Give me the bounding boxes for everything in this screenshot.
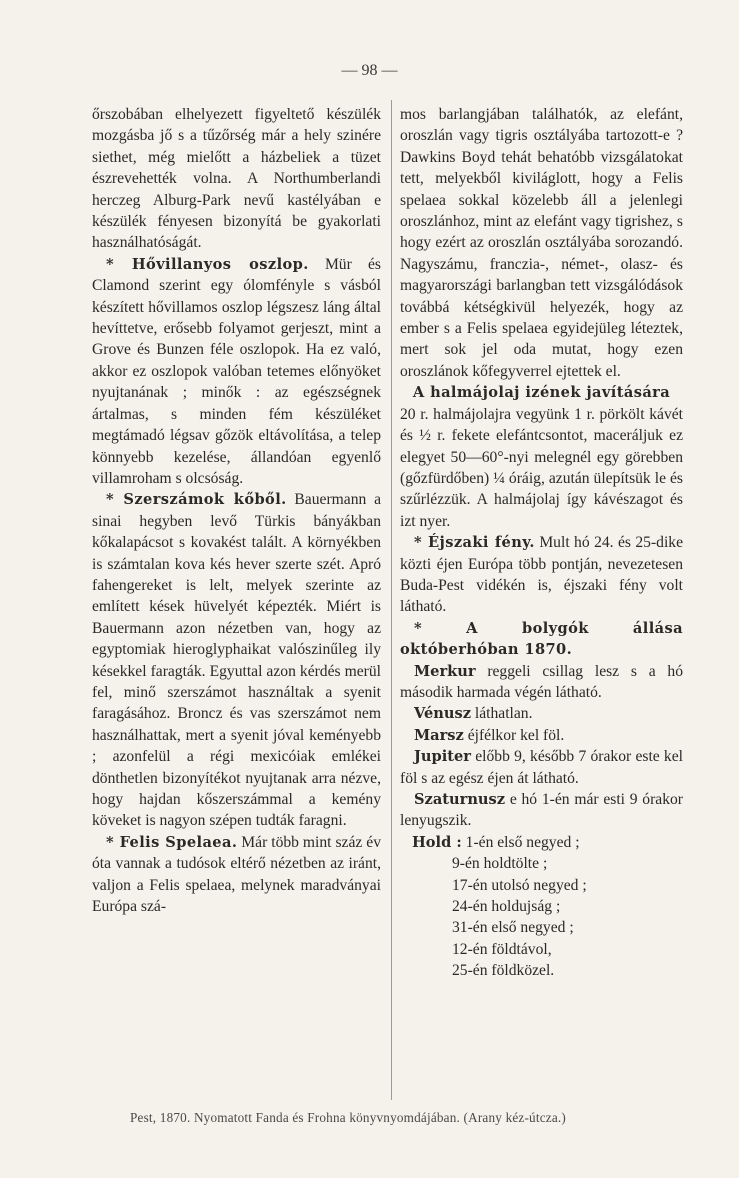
planet-text: e hó 1-én már esti 9 órakor lenyugszik. xyxy=(400,791,683,830)
moon-entry: 12-én földtávol, xyxy=(452,940,552,958)
article-text: Már több mint száz év óta vannak a tudósok eltérő nézetben az iránt, valjon a Felis spelaea, melynek maradványai Európa szá- xyxy=(92,833,381,916)
article-title: * Éjszaki fény. xyxy=(414,534,535,552)
planet-name: Merkur xyxy=(414,662,476,680)
article-ejszaki-feny xyxy=(400,532,683,618)
article-felis-spelaea xyxy=(92,832,381,918)
right-column xyxy=(400,104,683,982)
article-title: * Szerszámok kőből. xyxy=(106,491,287,509)
planet-entry xyxy=(400,789,683,832)
planet-name: Vénusz xyxy=(414,705,471,723)
article-text: Mult hó 24. és 25-dike közti éjen Európa több pontján, nevezetesen Buda-Pest vidékén is, éjszaki fény volt látható. xyxy=(400,534,684,616)
column-divider xyxy=(391,100,392,1100)
article-text: Bauermann a sinai hegyben levő Türkis bányákban kőkalapácsot s kovakést talált. A környékben is számtalan kova kés hever szerte szét. Apró fahengereket is lelt, melyek szerinte az említett kések hüvelyét képezték. Miért is Bauermann azon nézetben van, hogy az egyptomiak hieroglyphaikat valószinűleg ily késekkel faragták. Egyuttal azon kérdés merül fel, minő szerszámot használtak a syenit faragásához. Broncz és vas szerszámot nem használhattak, mert a syenit jóval keményebb ; azonfelül a régi mexicóiak emlékei dönthetlen bizonyítékot nyujtanak arra nézve, hogy hajdan kőszerszámmal a kemény köveket is nagyon szépen tudták faragni. xyxy=(92,491,381,830)
moon-phase: 1-én első negyed ; xyxy=(465,833,580,851)
article-title: * Hővillanyos oszlop. xyxy=(106,255,309,273)
continued-paragraph: mos barlangjában találhatók, az elefánt, oroszlán vagy tigris osztályába tartozott-e ? Dawkins Boyd tehát behatóbb vizsgálatokat tett, melyekből kiviláglott, hogy a Felis spelaea sokkal közelebb áll a jelenlegi oroszlánhoz, mint az elefánt vagy tigrishez, s hogy ezért az oroszlán osztályába sorozandó. Nagyszámu, franczia-, német-, olasz- és magyarországi barlangban tett vizsgálódások továbbá kétségkivül helyezék, hogy az ember s a Felis spelaea egyidejüleg léteztek, mert sok jel oda mutat, hogy ezen oroszlánok kőfegyverrel ejtettek el. xyxy=(400,106,683,380)
left-column xyxy=(92,104,381,917)
moon-phases xyxy=(412,832,683,982)
page-number: — 98 — xyxy=(341,62,398,79)
article-title-text: * A bolygók állása októberhóban 1870. xyxy=(400,619,683,659)
article-title xyxy=(400,382,683,403)
planet-text: éjfélkor kel föl. xyxy=(463,726,565,744)
planet-list xyxy=(400,661,683,832)
planet-entry xyxy=(400,746,683,789)
planet-name: Marsz xyxy=(414,726,464,744)
moon-entry: 24-én holdujság ; xyxy=(452,898,561,916)
planet-name: Szaturnusz xyxy=(414,791,506,808)
article-text: 20 r. halmájolajra vegyünk 1 r. pörkölt kávét és ½ r. fekete elefántcsontot, maceráljuk ez elegyet 50—60°-nyi melegnél egy görebben (gőzfürdőben) ¼ óráig, azután ülepítsük le és szűrlézzük. A halmájolaj így kávészagot és izt nyer. xyxy=(400,405,683,530)
moon-entry: 9-én holdtölte ; xyxy=(452,855,548,873)
continued-paragraph: őrszobában elhelyezett figyeltető készülék mozgásba jő s a tűzőrség már a hely szinére siethet, még mielőtt a házbeliek a tüzet észrevehették volna. A Northumberlandi herczeg Alburg-Park nevű kastélyában e készülék fényesen bizonyítá be gyakorlati használhatóságát. xyxy=(92,106,381,252)
moon-title: Hold : xyxy=(412,833,462,851)
article-text: Mür és Clamond szerint egy ólomfényle s vásból készített hővillamos oszlop légszesz láng által hevíttetve, erősebb folyamot gerjeszt, mint a Grove és Bunzen féle oszlopok. Ha ez való, akkor ez oszlopok valóban tetemes előnyöket nyujtanának ; minők : az egészségnek ártalmas, s minden fém készüléket megtámadó légsav gőzök eltávolítása, a telep könnyebb kezelése, állandóan egyenlő villamroham s olcsóság. xyxy=(92,255,381,487)
moon-entry: 17-én utolsó negyed ; xyxy=(452,876,587,894)
article-szerszamok-kobol xyxy=(92,489,381,832)
moon-entry: 25-én földközel. xyxy=(452,962,555,980)
planet-entry xyxy=(400,661,683,704)
moon-entry: 31-én első negyed ; xyxy=(452,919,574,937)
printer-imprint: Pest, 1870. Nyomatott Fanda és Frohna könyvnyomdájában. (Arany kéz-útcza.) xyxy=(130,1110,566,1125)
moon-entry xyxy=(412,832,683,853)
planet-text: láthatlan. xyxy=(471,705,533,723)
article-hovillanyos-oszlop xyxy=(92,254,381,489)
planet-name: Jupiter xyxy=(414,748,471,766)
article-title: * Felis Spelaea. xyxy=(106,833,238,851)
planet-entry xyxy=(400,703,683,724)
planet-text: reggeli csillag lesz s a hó második harmada végén látható. xyxy=(400,662,683,701)
planet-text: előbb 9, később 7 órakor este kel föl s az egész éjen át látható. xyxy=(400,748,683,787)
article-title-text: A halmájolaj izének javítására xyxy=(412,384,671,402)
article-bolygok-title xyxy=(400,618,683,661)
planet-entry xyxy=(400,725,683,746)
